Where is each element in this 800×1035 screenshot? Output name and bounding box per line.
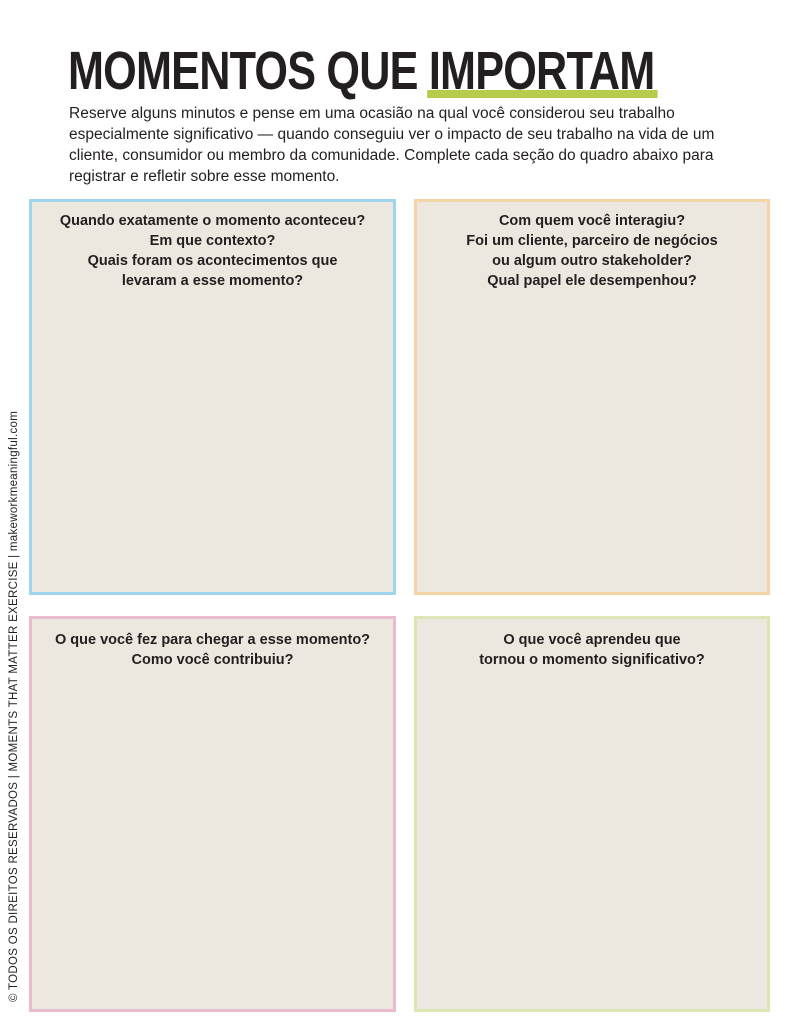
page-title: [68, 38, 654, 104]
question-line: Como você contribuiu?: [131, 652, 294, 668]
box-interaction[interactable]: [414, 199, 770, 595]
box-context[interactable]: [29, 199, 396, 595]
title-part-2-highlighted: [429, 38, 655, 104]
question-line: ou algum outro stakeholder?: [492, 253, 692, 269]
question-line: O que você fez para chegar a esse momento?: [54, 632, 371, 648]
question-line: Quando exatamente o momento aconteceu?: [59, 213, 366, 229]
box-contribution[interactable]: [29, 616, 396, 1012]
box-contribution-question: [42, 630, 383, 670]
box-context-question: [42, 211, 383, 291]
title-part-1: MOMENTOS QUE: [68, 41, 429, 101]
question-line: tornou o momento significativo?: [479, 652, 705, 668]
title-part-2: IMPORTAM: [428, 41, 655, 101]
box-learning[interactable]: [414, 616, 770, 1012]
question-line: O que você aprendeu que: [503, 632, 681, 648]
question-line: Quais foram os acontecimentos que: [87, 253, 338, 269]
question-line: Em que contexto?: [149, 233, 276, 249]
box-interaction-question: [427, 211, 757, 291]
question-line: Qual papel ele desempenhou?: [487, 273, 697, 289]
question-line: Com quem você interagiu?: [498, 213, 686, 229]
question-line: levaram a esse momento?: [121, 273, 304, 289]
copyright-side-note: © TODOS OS DIREITOS RESERVADOS | MOMENTS THAT MATTER EXERCISE | makeworkmeaningful.com: [8, 410, 20, 1002]
intro-paragraph: Reserve alguns minutos e pense em uma ocasião na qual você considerou seu trabalho especialmente significativo — quando conseguiu ver o impacto de seu trabalho na vida de um cliente, consumidor ou membro da comunidade. Complete cada seção do quadro abaixo para registrar e refletir sobre esse momento.: [69, 105, 715, 185]
box-learning-question: [427, 630, 757, 670]
question-line: Foi um cliente, parceiro de negócios: [466, 233, 718, 249]
